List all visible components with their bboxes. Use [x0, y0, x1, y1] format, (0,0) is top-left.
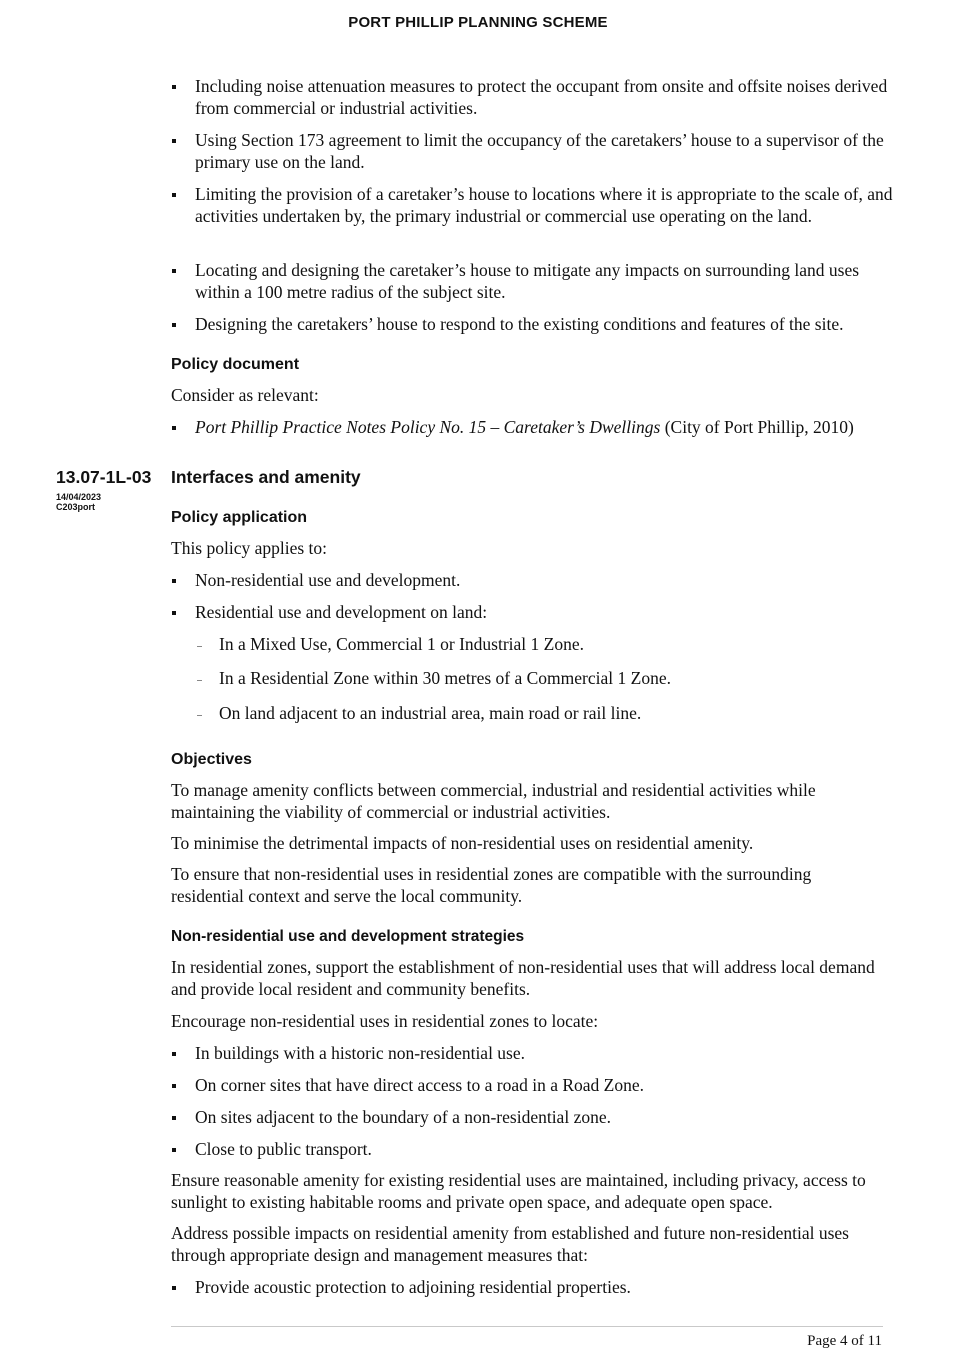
- list-item: Close to public transport.: [171, 1138, 907, 1160]
- sub-list-item: On land adjacent to an industrial area, main road or rail line.: [171, 702, 931, 724]
- section-heading: Policy application: [171, 509, 308, 526]
- section-heading: Policy document: [171, 356, 300, 373]
- document-reference-detail: (City of Port Phillip, 2010): [660, 417, 854, 437]
- paragraph: To minimise the detrimental impacts of non-residential uses on residential amenity.: [171, 833, 754, 853]
- paragraph: This policy applies to:: [171, 538, 328, 558]
- list-item: On sites adjacent to the boundary of a non-residential zone.: [171, 1106, 907, 1128]
- clause-title: Interfaces and amenity: [171, 467, 361, 487]
- clause-meta: [56, 492, 101, 512]
- list-item: Using Section 173 agreement to limit the occupancy of the caretakers’ house to a supervisor of the primary use on the land.: [171, 129, 907, 173]
- list-item: Including noise attenuation measures to protect the occupant from onsite and offsite noises derived from commercial or industrial activities.: [171, 75, 907, 119]
- list-item: On corner sites that have direct access to a road in a Road Zone.: [171, 1074, 907, 1096]
- page-header: PORT PHILLIP PLANNING SCHEME: [348, 14, 608, 31]
- list-item: Limiting the provision of a caretaker’s house to locations where it is appropriate to the scale of, and activities undertaken by, the primary industrial or commercial use operating on the land.: [171, 183, 907, 227]
- paragraph: In residential zones, support the establishment of non-residential uses that will address local demand and provide local resident and community benefits.: [171, 957, 875, 999]
- sub-list-item: In a Residential Zone within 30 metres of a Commercial 1 Zone.: [171, 667, 931, 689]
- paragraph: To ensure that non-residential uses in residential zones are compatible with the surrounding residential context and serve the local community.: [171, 864, 812, 906]
- paragraph: Encourage non-residential uses in residential zones to locate:: [171, 1011, 599, 1031]
- paragraph: Consider as relevant:: [171, 385, 319, 405]
- list-item: [171, 416, 907, 438]
- clause-amendment: C203port: [56, 502, 96, 512]
- list-item: Designing the caretakers’ house to respond to the existing conditions and features of the site.: [171, 313, 907, 335]
- paragraph: Ensure reasonable amenity for existing residential uses are maintained, including privacy, access to sunlight to existing habitable rooms and private open space, and adequate open space.: [171, 1170, 866, 1212]
- clause-number: 13.07-1L-03: [56, 467, 152, 487]
- subsection-heading: Non-residential use and development strategies: [171, 928, 525, 945]
- list-item: Provide acoustic protection to adjoining residential properties.: [171, 1276, 907, 1298]
- document-reference-title: Port Phillip Practice Notes Policy No. 15 – Caretaker’s Dwellings: [195, 417, 661, 437]
- paragraph: Address possible impacts on residential amenity from established and future non-residential uses through appropriate design and management measures that:: [171, 1223, 849, 1265]
- footer-divider: [171, 1326, 883, 1327]
- list-item: Locating and designing the caretaker’s house to mitigate any impacts on surrounding land uses within a 100 metre radius of the subject site.: [171, 259, 907, 303]
- list-item: Residential use and development on land:: [171, 601, 907, 623]
- section-heading: Objectives: [171, 751, 252, 768]
- paragraph: To manage amenity conflicts between commercial, industrial and residential activities while maintaining the viability of commercial or industrial activities.: [171, 780, 816, 822]
- list-item: Non-residential use and development.: [171, 569, 907, 591]
- page-number: Page 4 of 11: [807, 1333, 882, 1349]
- sub-list-item: In a Mixed Use, Commercial 1 or Industrial 1 Zone.: [171, 633, 931, 655]
- clause-date: 14/04/2023: [56, 492, 102, 502]
- list-item: In buildings with a historic non-residential use.: [171, 1042, 907, 1064]
